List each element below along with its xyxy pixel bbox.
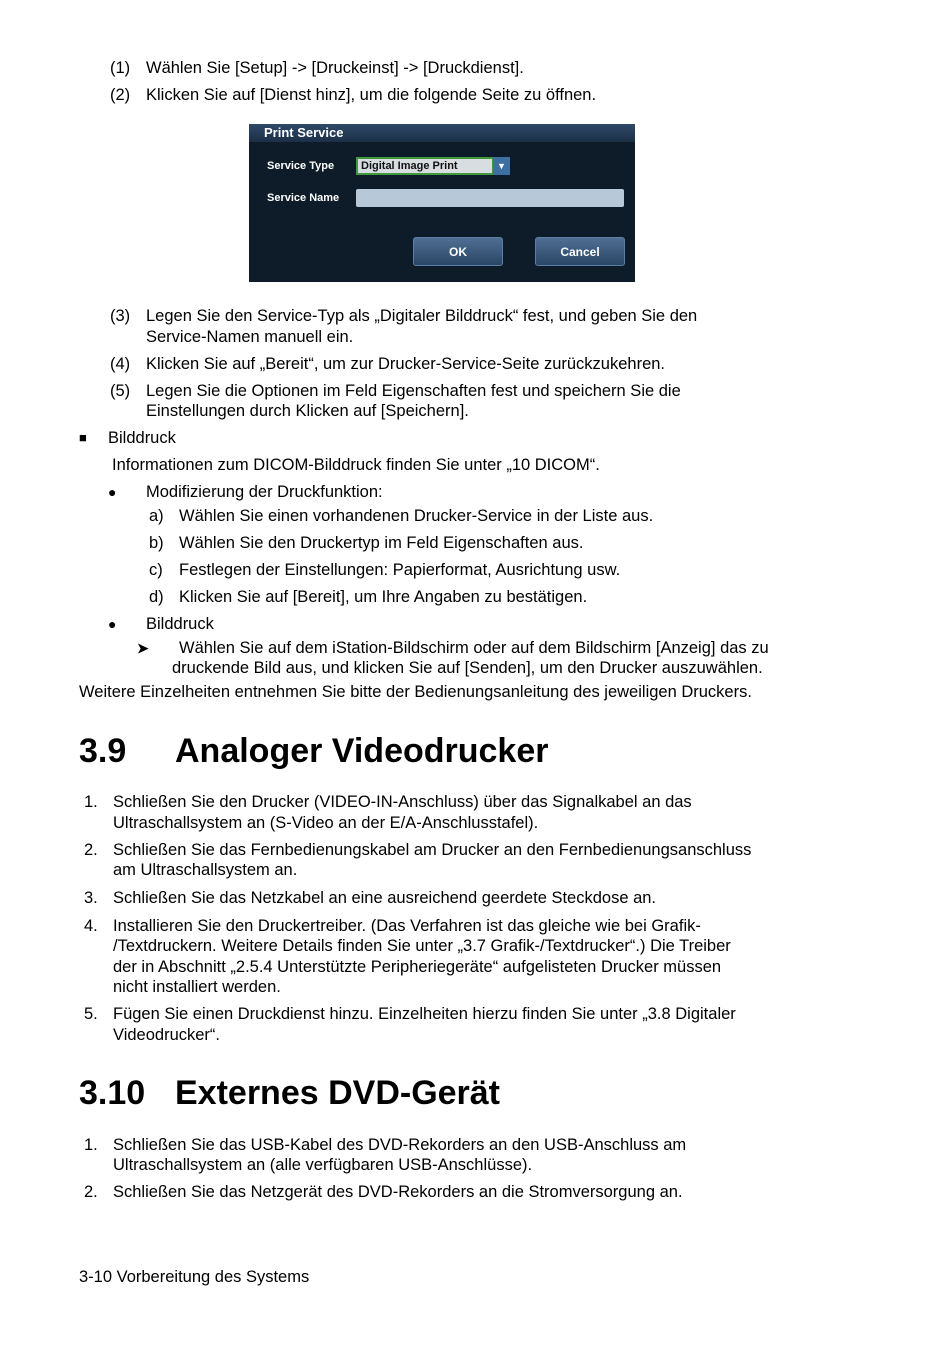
step-number: (2)	[110, 86, 131, 104]
substep-letter: b)	[149, 534, 164, 552]
list-text: Schließen Sie das Netzkabel an eine ausreichend geerdete Steckdose an.	[113, 889, 657, 907]
list-text: Schließen Sie das Netzgerät des DVD-Rekorders an die Stromversorgung an.	[113, 1183, 683, 1201]
substep-letter: d)	[149, 588, 164, 606]
list-number: 5.	[84, 1005, 98, 1023]
list-number: 1.	[84, 793, 98, 811]
print-heading: Bilddruck	[146, 615, 214, 633]
list-text: Ultraschallsystem an (S-Video an der E/A-Anschlusstafel).	[113, 814, 539, 832]
print-service-dialog	[249, 124, 635, 282]
step-number: (5)	[110, 382, 131, 400]
list-text: nicht installiert werden.	[113, 978, 281, 996]
list-number: 4.	[84, 917, 98, 935]
page-footer: 3-10 Vorbereitung des Systems	[79, 1268, 310, 1286]
list-text: Videodrucker“.	[113, 1026, 221, 1044]
list-number: 1.	[84, 1136, 98, 1154]
section-heading-3-10	[79, 1073, 500, 1113]
step-text: Einstellungen durch Klicken auf [Speichern].	[146, 402, 469, 420]
substep-text: Festlegen der Einstellungen: Papierformat, Ausrichtung usw.	[179, 561, 621, 579]
list-text: der in Abschnitt „2.5.4 Unterstützte Peripheriegeräte“ aufgelisteten Drucker müssen	[113, 958, 722, 976]
service-type-label: Service Type	[267, 160, 335, 172]
section-title: Analoger Videodrucker	[175, 732, 549, 770]
substep-letter: a)	[149, 507, 164, 525]
service-name-input[interactable]	[356, 189, 624, 207]
print-text: Wählen Sie auf dem iStation-Bildschirm oder auf dem Bildschirm [Anzeig] das zu	[179, 639, 769, 657]
dialog-title: Print Service	[249, 124, 635, 142]
round-bullet-icon: ●	[108, 616, 117, 632]
substep-text: Wählen Sie einen vorhandenen Drucker-Service in der Liste aus.	[179, 507, 654, 525]
cancel-button[interactable]: Cancel	[535, 237, 625, 266]
section-title: Externes DVD-Gerät	[175, 1074, 501, 1112]
ok-button[interactable]: OK	[413, 237, 503, 266]
substep-text: Klicken Sie auf [Bereit], um Ihre Angaben zu bestätigen.	[179, 588, 588, 606]
round-bullet-icon: ●	[108, 484, 117, 500]
bilddruck-heading: Bilddruck	[108, 429, 176, 447]
substep-letter: c)	[149, 561, 163, 579]
section-number: 3.9	[79, 732, 127, 770]
list-text: Schließen Sie das Fernbedienungskabel am Drucker an den Fernbedienungsanschluss	[113, 841, 752, 859]
step-text: Klicken Sie auf „Bereit“, um zur Drucker-Service-Seite zurückzukehren.	[146, 355, 666, 373]
list-text: Fügen Sie einen Druckdienst hinzu. Einzelheiten hierzu finden Sie unter „3.8 Digitaler	[113, 1005, 736, 1023]
step-number: (4)	[110, 355, 131, 373]
further-info: Weitere Einzelheiten entnehmen Sie bitte der Bedienungsanleitung des jeweiligen Druckers.	[79, 683, 752, 701]
list-number: 2.	[84, 841, 98, 859]
step-number: (3)	[110, 307, 131, 325]
square-bullet-icon: ■	[79, 430, 87, 445]
step-text: Wählen Sie [Setup] -> [Druckeinst] -> [Druckdienst].	[146, 59, 524, 77]
step-text: Klicken Sie auf [Dienst hinz], um die folgende Seite zu öffnen.	[146, 86, 597, 104]
bilddruck-info: Informationen zum DICOM-Bilddruck finden Sie unter „10 DICOM“.	[112, 456, 600, 474]
list-text: am Ultraschallsystem an.	[113, 861, 298, 879]
modify-heading: Modifizierung der Druckfunktion:	[146, 483, 383, 501]
step-number: (1)	[110, 59, 131, 77]
list-number: 2.	[84, 1183, 98, 1201]
service-name-label: Service Name	[267, 192, 340, 204]
list-text: Installieren Sie den Druckertreiber. (Das Verfahren ist das gleiche wie bei Grafik-	[113, 917, 701, 935]
chevron-down-icon[interactable]: ▼	[493, 157, 510, 175]
list-text: Schließen Sie das USB-Kabel des DVD-Rekorders an den USB-Anschluss am	[113, 1136, 687, 1154]
list-number: 3.	[84, 889, 98, 907]
list-text: Schließen Sie den Drucker (VIDEO-IN-Anschluss) über das Signalkabel an das	[113, 793, 692, 811]
section-heading-3-9	[79, 731, 549, 771]
print-text: druckende Bild aus, und klicken Sie auf [Senden], um den Drucker auszuwählen.	[172, 659, 763, 677]
step-text: Service-Namen manuell ein.	[146, 328, 354, 346]
step-text: Legen Sie die Optionen im Feld Eigenschaften fest und speichern Sie die	[146, 382, 681, 400]
list-text: /Textdruckern. Weitere Details finden Sie unter „3.7 Grafik-/Textdrucker“.) Die Treiber	[113, 937, 731, 955]
step-text: Legen Sie den Service-Typ als „Digitaler Bilddruck“ fest, und geben Sie den	[146, 307, 698, 325]
section-number: 3.10	[79, 1074, 146, 1112]
service-type-select[interactable]: Digital Image Print	[356, 157, 494, 175]
list-text: Ultraschallsystem an (alle verfügbaren USB-Anschlüsse).	[113, 1156, 533, 1174]
substep-text: Wählen Sie den Druckertyp im Feld Eigenschaften aus.	[179, 534, 584, 552]
arrow-bullet-icon: ➤	[137, 640, 149, 656]
